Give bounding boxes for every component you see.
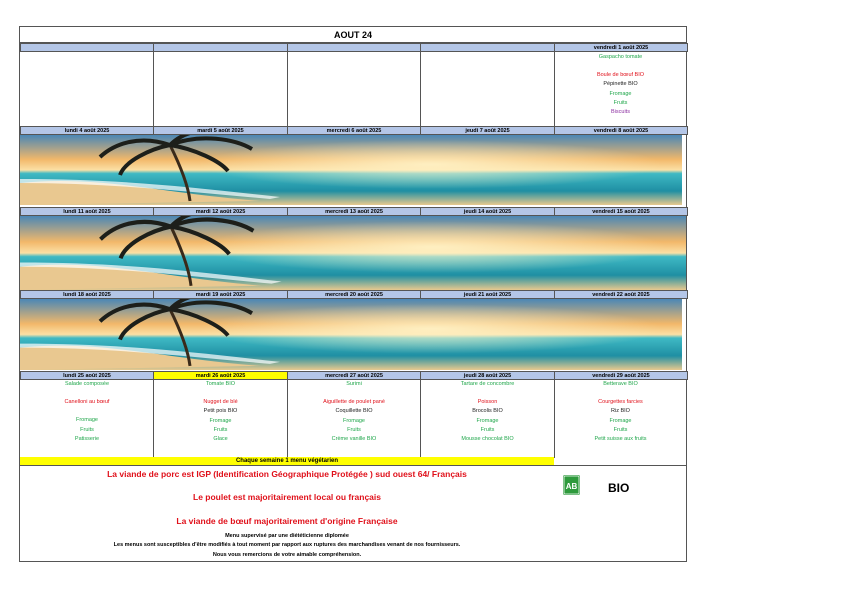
week3-header-tue: mardi 12 août 2025 — [153, 207, 288, 216]
week5-thu-menu — [420, 380, 554, 458]
menu-fruit: Fruits — [213, 426, 228, 433]
week4-header-mon: lundi 18 août 2025 — [20, 290, 154, 299]
menu-main: Aiguillette de poulet pané — [323, 399, 385, 406]
menu-item: Fruits — [613, 99, 628, 106]
menu-starter: Tartare de concombre — [460, 381, 515, 387]
menu-fruit: Fruits — [80, 426, 94, 433]
week5-header-fri: vendredi 29 août 2025 — [554, 371, 688, 380]
week3-header-mon: lundi 11 août 2025 — [20, 207, 154, 216]
thanks-note: Nous vous remercions de votre aimable compréhension. — [212, 552, 362, 558]
menu-cheese: Fromage — [75, 417, 98, 424]
menu-dessert: Petit suisse aux fruits — [594, 436, 647, 443]
week5-header-tue: mardi 26 août 2025 — [153, 371, 288, 380]
week4-header-thu: jeudi 21 août 2025 — [420, 290, 555, 299]
menu-cheese: Fromage — [209, 417, 232, 424]
pork-origin-note: La viande de porc est IGP (Identification Géographique Protégée ) sud ouest 64/ Français — [107, 469, 467, 479]
menu-side: Coquillette BIO — [335, 408, 373, 415]
vegetarian-banner: Chaque semaine 1 menu végétarien — [20, 457, 554, 465]
menu-item: Biscuits — [611, 109, 630, 116]
menu-cheese: Fromage — [342, 417, 365, 424]
menu-side — [20, 407, 154, 416]
week2-header-wed: mercredi 6 août 2025 — [287, 126, 421, 135]
week1-fri-menu — [554, 52, 686, 126]
menu-spacer — [555, 62, 686, 71]
week5-fri-menu — [554, 380, 686, 458]
week2-header-thu: jeudi 7 août 2025 — [420, 126, 555, 135]
week5-wed-menu — [287, 380, 420, 458]
divider — [20, 465, 686, 466]
week1-header-fri: vendredi 1 août 2025 — [554, 43, 688, 52]
week1-tue-cell — [153, 52, 287, 126]
bio-logo-text: AB — [565, 482, 578, 491]
menu-main: Poisson — [477, 399, 498, 406]
week3-header-thu: jeudi 14 août 2025 — [420, 207, 555, 216]
menu-cheese: Fromage — [609, 417, 632, 424]
beef-origin-note: La viande de bœuf majoritairement d'origine Française — [176, 516, 398, 526]
menu-side: Brocolis BIO — [472, 408, 503, 415]
week1-mon-cell — [20, 52, 154, 126]
week5-header-thu: jeudi 28 août 2025 — [420, 371, 555, 380]
chicken-origin-note: Le poulet est majoritairement local ou français — [193, 492, 381, 502]
menu-starter: Tomate BIO — [205, 381, 236, 387]
menu-item: Pépinette BIO — [603, 81, 638, 88]
menu-dessert: Patisserie — [74, 435, 100, 442]
changes-note: Les menus sont susceptibles d'être modifiés à tout moment par rapport aux ruptures des marchandises venant de nos fournisseurs. — [113, 542, 461, 548]
week2-header-fri: vendredi 8 août 2025 — [554, 126, 688, 135]
week4-header-fri: vendredi 22 août 2025 — [554, 290, 688, 299]
menu-dessert: Crème vanille BIO — [331, 436, 377, 443]
menu-cheese: Fromage — [476, 417, 499, 424]
menu-item: Gaspacho tomate — [598, 54, 643, 60]
week1-header-mon — [20, 43, 154, 52]
week1-header-thu — [420, 43, 555, 52]
week1-thu-cell — [420, 52, 554, 126]
week3-header-fri: vendredi 15 août 2025 — [554, 207, 688, 216]
week3-header-wed: mercredi 13 août 2025 — [287, 207, 421, 216]
beach-image — [20, 135, 682, 205]
week1-header-wed — [287, 43, 421, 52]
bio-label: BIO — [608, 481, 630, 495]
menu-item: Boule de bœuf BIO — [596, 72, 645, 79]
menu-starter: Betterave BIO — [603, 381, 638, 387]
menu-sheet — [19, 26, 687, 562]
week5-header-mon: lundi 25 août 2025 — [20, 371, 154, 380]
menu-fruit: Fruits — [480, 426, 495, 433]
bio-logo-icon — [563, 475, 580, 495]
dietitian-note: Menu supervisé par une diététicienne diplomée — [225, 533, 349, 539]
week4-header-tue: mardi 19 août 2025 — [153, 290, 288, 299]
beach-image — [20, 216, 686, 290]
week1-wed-cell — [287, 52, 420, 126]
menu-side: Petit pois BIO — [203, 408, 238, 415]
week2-header-mon: lundi 4 août 2025 — [20, 126, 154, 135]
week5-mon-menu — [20, 380, 154, 458]
menu-starter: Surimi — [346, 381, 362, 387]
menu-item: Fromage — [609, 90, 632, 97]
week5-header-wed: mercredi 27 août 2025 — [287, 371, 421, 380]
month-title: AOUT 24 — [20, 27, 686, 43]
menu-side: Riz BIO — [611, 408, 630, 415]
menu-fruit: Fruits — [613, 426, 628, 433]
menu-fruit: Fruits — [347, 426, 361, 433]
beach-image — [20, 299, 682, 370]
week1-header-tue — [153, 43, 288, 52]
week4-header-wed: mercredi 20 août 2025 — [287, 290, 421, 299]
menu-starter: Salade composée — [64, 381, 110, 387]
menu-main: Canelloni au bœuf — [64, 399, 110, 406]
menu-main: Courgettes farcies — [598, 399, 643, 406]
menu-main: Nugget de blé — [203, 399, 238, 406]
week5-tue-menu — [153, 380, 287, 458]
menu-dessert: Mousse chocolat BIO — [461, 436, 514, 443]
week2-header-tue: mardi 5 août 2025 — [153, 126, 288, 135]
menu-dessert: Glace — [213, 436, 228, 443]
